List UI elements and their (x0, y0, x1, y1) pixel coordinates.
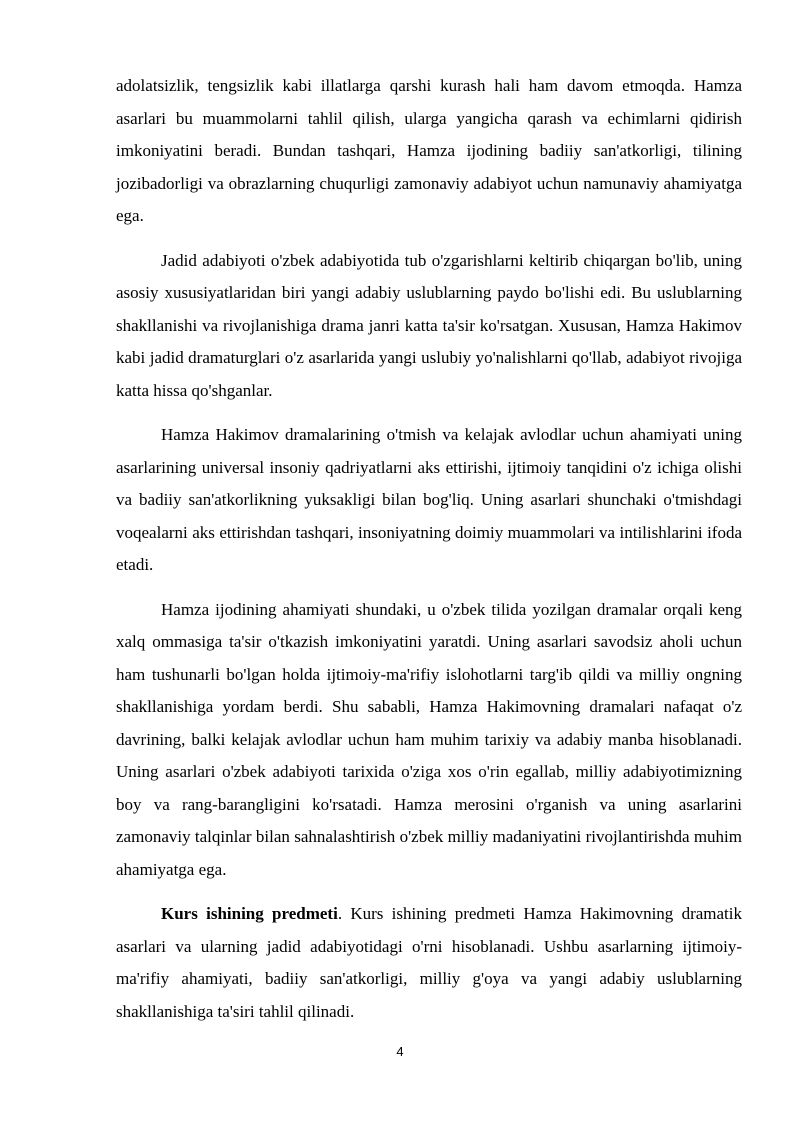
course-subject-heading: Kurs ishining predmeti (161, 904, 338, 923)
page-number: 4 (396, 1044, 404, 1059)
document-page (116, 70, 742, 1028)
paragraph-3: Hamza Hakimov dramalarining o'tmish va kelajak avlodlar uchun ahamiyati uning asarlarining universal insoniy qadriyatlarni aks ettirishi, ijtimoiy tanqidini o'z ichiga olishi va badiiy san'atkorlikning yuksakligi bilan bog'liq. Uning asarlari shunchaki o'tmishdagi voqealarni aks ettirishdan tashqari, insoniyatning doimiy muammolari va intilishlarini ifoda etadi. (116, 425, 742, 574)
course-subject-paragraph (116, 898, 742, 1028)
course-subject-heading-period: . (337, 904, 343, 923)
paragraph-2: Jadid adabiyoti o'zbek adabiyotida tub o'zgarishlarni keltirib chiqargan bo'lib, uning asosiy xususiyatlaridan biri yangi adabiy uslublarning paydo bo'lishi edi. Bu uslublarning shakllanishi va rivojlanishiga drama janri katta ta'sir ko'rsatgan. Xususan, Hamza Hakimov kabi jadid dramaturglari o'z asarlarida yangi uslubiy yo'nalishlarni qo'llab, adabiyot rivojiga katta hissa qo'shganlar. (116, 250, 742, 400)
course-subject-text: Kurs ishining predmeti Hamza Hakimovning dramatik asarlari va ularning jadid adabiyotidagi o'rni hisoblanadi. Ushbu asarlarning ijtimoiy-ma'rifiy ahamiyati, badiiy san'atkorligi, milliy g'oya va yangi adabiy uslublarning shakllanishiga ta'siri tahlil qilinadi. (116, 904, 742, 1021)
paragraph-4: Hamza ijodining ahamiyati shundaki, u o'zbek tilida yozilgan dramalar orqali keng xalq ommasiga ta'sir o'tkazish imkoniyatini yaratdi. Uning asarlari savodsiz aholi uchun ham tushunarli bo'lgan holda ijtimoiy-ma'rifiy islohotlarni targ'ib qildi va milliy ongning shakllanishiga yordam berdi. Shu sababli, Hamza Hakimovning dramalari nafaqat o'z davrining, balki kelajak avlodlar uchun ham muhim tarixiy va adabiy manba hisoblanadi. Uning asarlari o'zbek adabiyoti tarixida o'ziga xos o'rin egallab, milliy adabiyotimizning boy va rang-barangligini ko'rsatadi. Hamza merosini o'rganish va uning asarlarini zamonaviy talqinlar bilan sahnalashtirish o'zbek milliy madaniyatini rivojlantirishda muhim ahamiyatga ega. (116, 599, 742, 879)
paragraph-1: adolatsizlik, tengsizlik kabi illatlarga qarshi kurash hali ham davom etmoqda. Hamza asarlari bu muammolarni tahlil qilish, ularga yangicha qarash va echimlarni qidirish imkoniyatini beradi. Bundan tashqari, Hamza ijodining badiiy san'atkorligi, tilining jozibadorligi va obrazlarning chuqurligi zamonaviy adabiyot uchun namunaviy ahamiyatga ega. (116, 76, 742, 225)
